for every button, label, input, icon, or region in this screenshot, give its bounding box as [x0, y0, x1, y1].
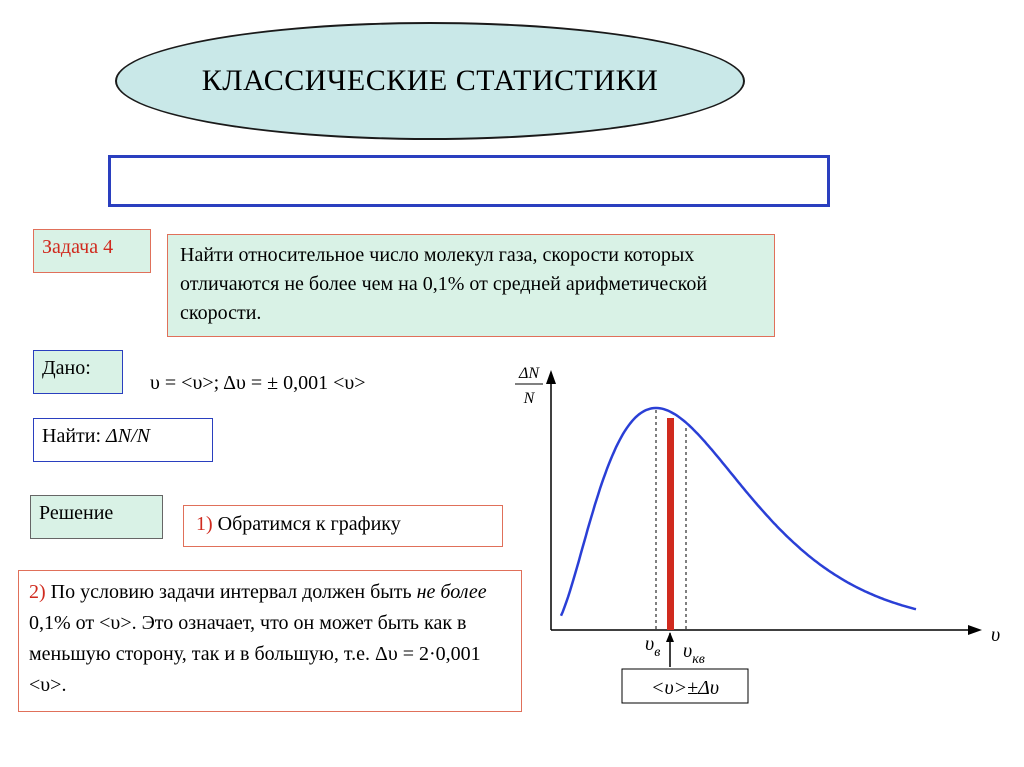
- rms-speed-label: $\upsilon_{кв}$: [683, 640, 705, 667]
- distribution-curve: [561, 408, 916, 616]
- y-label-top: ΔN: [518, 365, 540, 382]
- interval-label: <υ>±Δυ: [650, 677, 720, 699]
- step2-text-b: 0,1% от <υ>. Это означает, что он может быть как в меньшую сторону, так и в большую, т.е.: [29, 612, 467, 665]
- step2-number: 2): [29, 581, 46, 603]
- find-label: Найти:: [42, 425, 102, 447]
- solution-label: Решение: [39, 502, 114, 524]
- step2-text-emphasis: не более: [416, 581, 487, 603]
- most-probable-speed-label: $\upsilon_в$: [645, 633, 661, 660]
- step1-number: 1): [196, 513, 213, 535]
- x-axis-arrow: [968, 625, 982, 635]
- given-text: υ = <υ>; Δυ = ± 0,001 <υ>: [150, 372, 366, 394]
- find-value: ΔN/N: [106, 425, 151, 447]
- task-label: Задача 4: [42, 236, 114, 258]
- page-title: КЛАССИЧЕСКИЕ СТАТИСТИКИ: [201, 64, 659, 97]
- y-axis-arrow: [546, 370, 556, 384]
- velocity-interval-band: [667, 418, 674, 630]
- y-label-bottom: N: [523, 390, 535, 407]
- step1-text: Обратимся к графику: [217, 513, 401, 535]
- x-axis-label: υ: [991, 624, 1001, 646]
- step2-formula: Δυ = 2·0,001 <υ>.: [29, 643, 481, 696]
- task-text: Найти относительное число молекул газа, скорости которых отличаются не более чем на 0,1% от средней арифметической скорости.: [180, 244, 708, 324]
- step2-text-a: По условию задачи интервал должен быть: [50, 581, 412, 603]
- given-label: Дано:: [42, 357, 91, 379]
- interval-pointer-arrow: [666, 632, 674, 642]
